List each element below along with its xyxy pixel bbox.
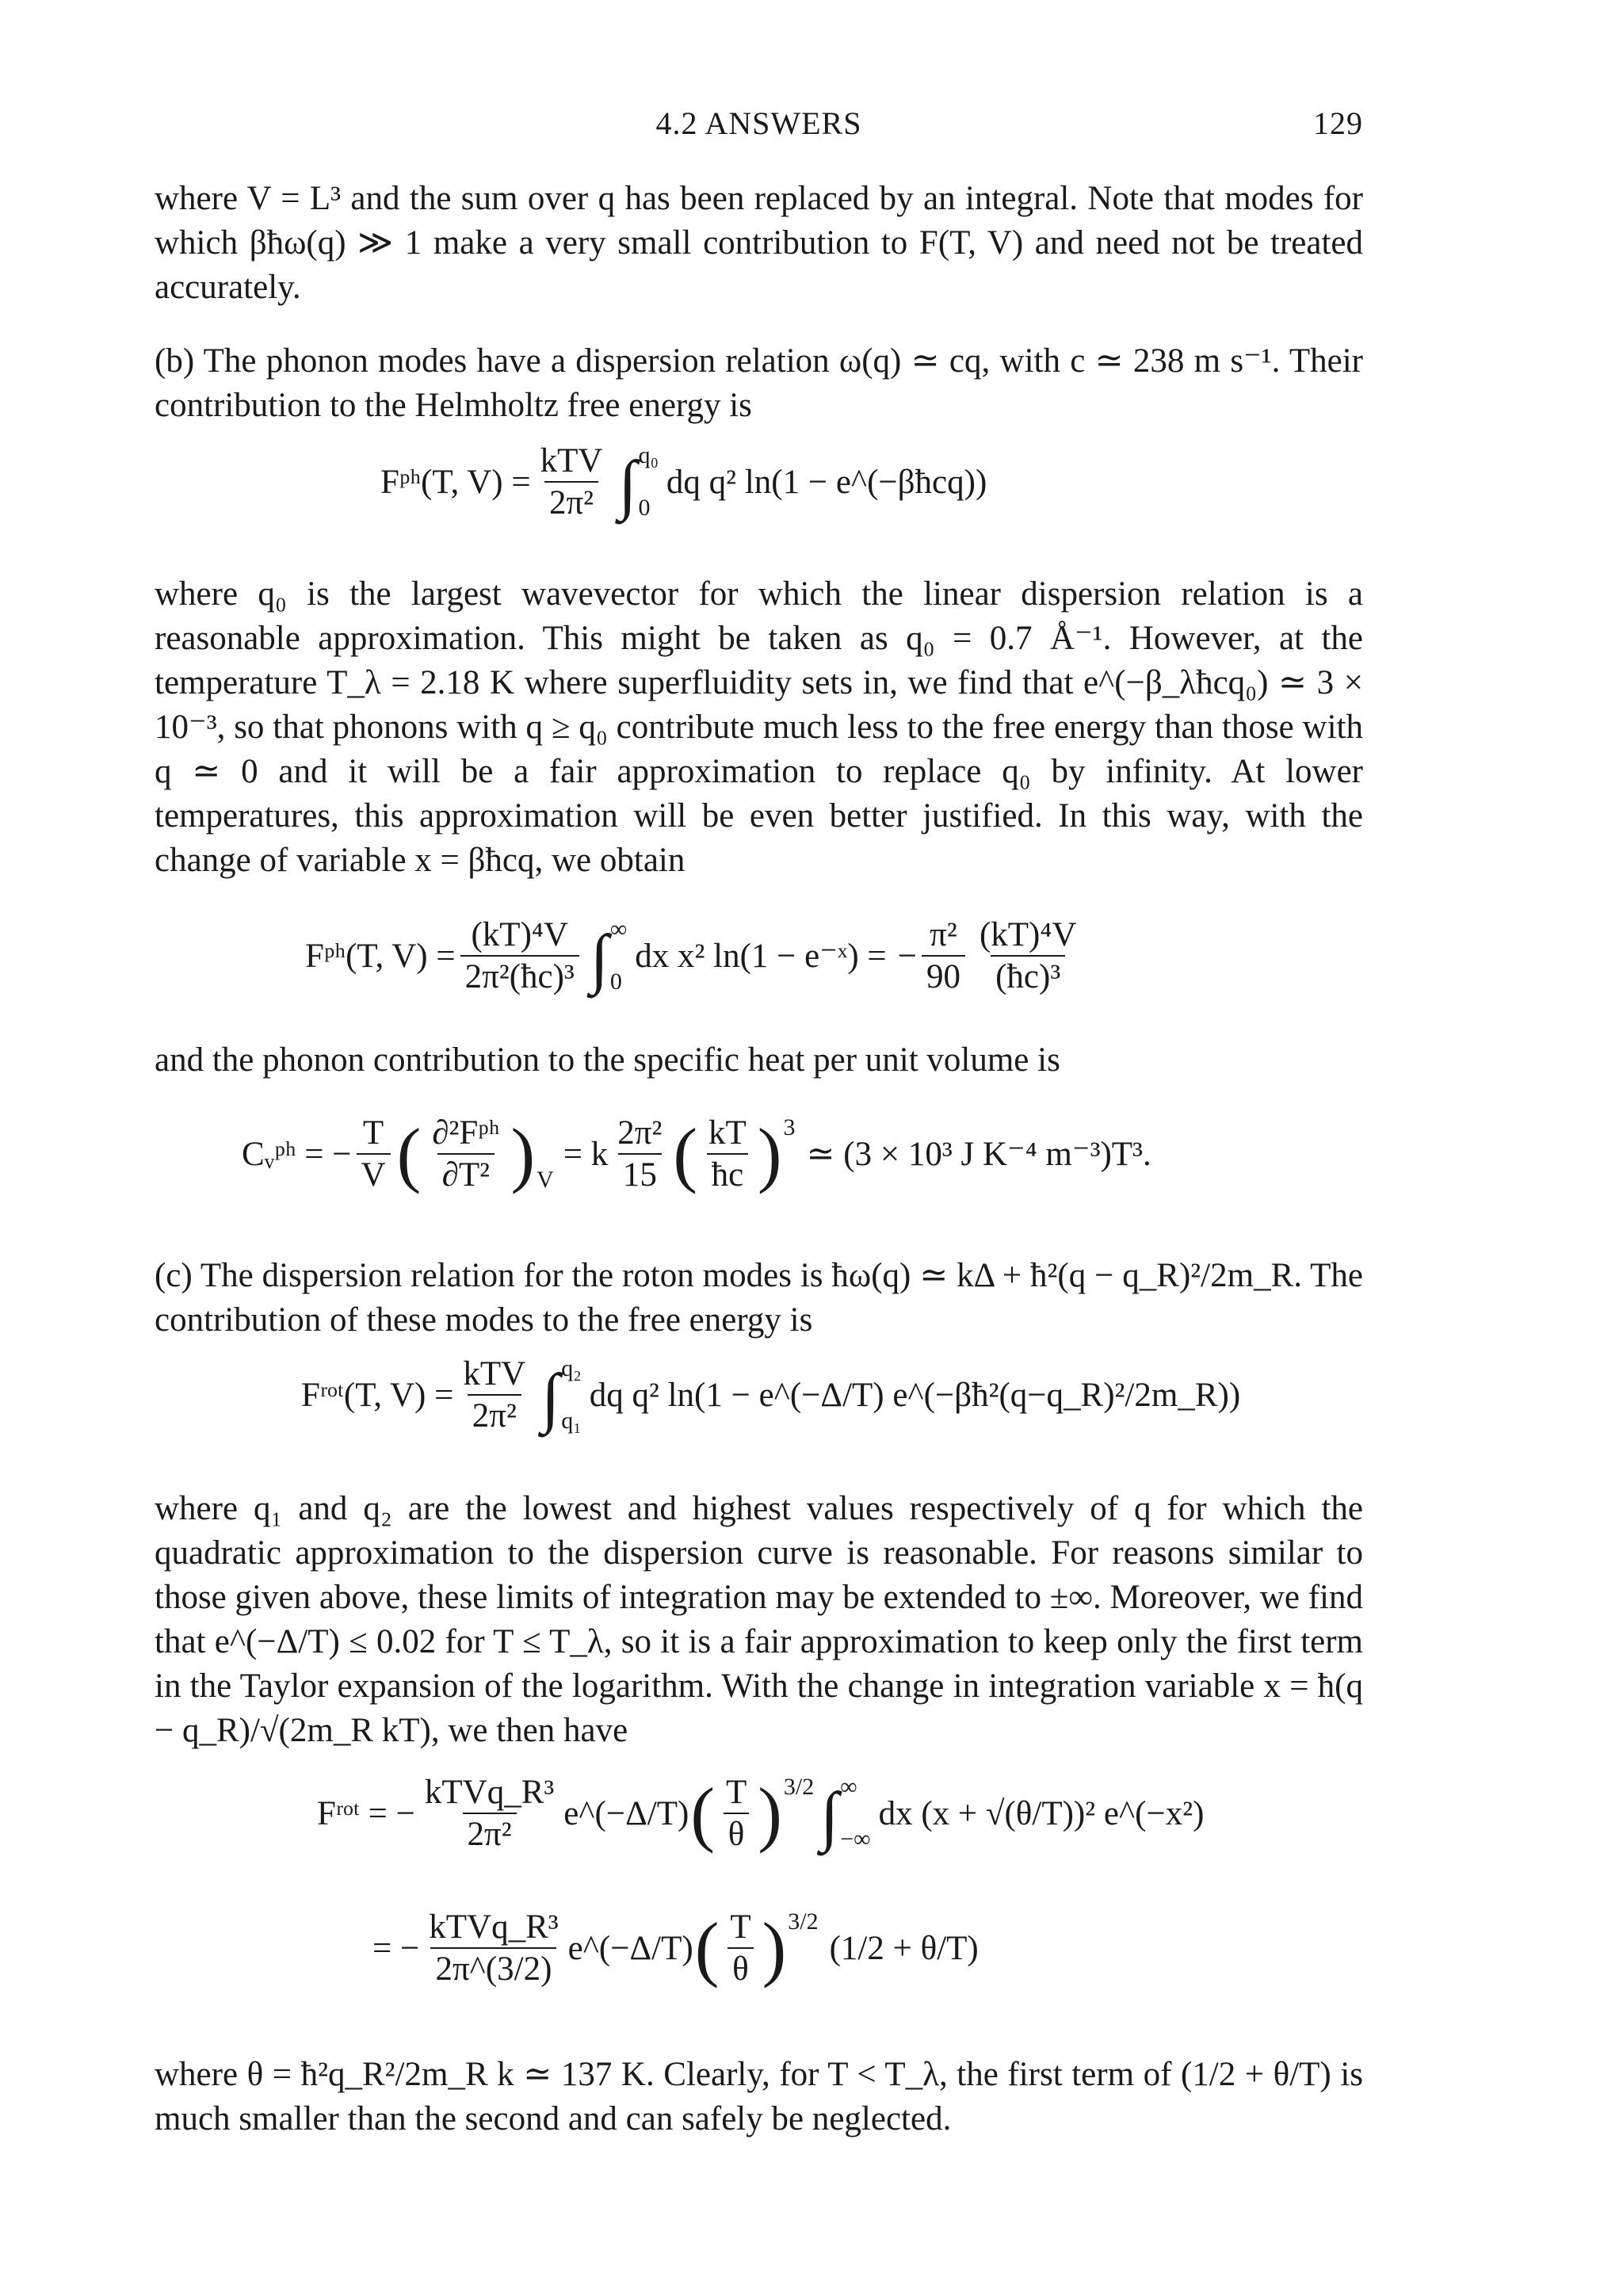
eq6-paren-fraction — [725, 1910, 755, 1986]
left-paren: ( — [690, 1773, 715, 1854]
eq3-num-2: ∂²Fᵖʰ — [432, 1114, 500, 1152]
section-title: 4.2 ANSWERS — [655, 105, 862, 141]
eq2-denominator: 2π²(ħc)³ — [460, 955, 579, 994]
eq6-power: 3/2 — [788, 1908, 819, 1935]
left-paren: ( — [673, 1114, 698, 1194]
eq1-limits — [638, 444, 658, 520]
eq6-exp-factor: e^(−Δ/T) — [567, 1929, 693, 1967]
paragraph-2-part-b: (b) The phonon modes have a dispersion relation ω(q) ≃ cq, with c ≃ 238 m s⁻¹. Their contribution to the Helmholtz free energy is — [155, 342, 1363, 424]
eq6-last-factor: (1/2 + θ/T) — [829, 1929, 979, 1967]
eq3-fraction-4 — [704, 1116, 751, 1192]
eq5-paren-den: θ — [724, 1813, 750, 1851]
integral-sign: ∫ — [590, 922, 609, 995]
right-paren: ) — [757, 1114, 782, 1194]
eq2-rhs-den-1: 90 — [922, 955, 965, 994]
integral-sign: ∫ — [618, 448, 637, 521]
equation-roton-free-energy — [301, 1357, 1240, 1433]
paragraph-1: where V = L³ and the sum over q has been replaced by an integral. Note that modes for which βħω(q) ≫ 1 make a very small contribution to F(T, V) and need not be treated accurately. — [155, 180, 1363, 306]
eq6-numerator: kTVq_R³ — [429, 1908, 559, 1946]
integral-sign: ∫ — [820, 1779, 839, 1853]
eq6-lhs: = − — [372, 1929, 420, 1967]
paragraph-5-part-c: (c) The dispersion relation for the roton modes is ħω(q) ≃ kΔ + ħ²(q − q_R)²/2m_R. The contribution of these modes to the free energy is — [155, 1257, 1363, 1339]
eq3-mid: = k — [563, 1135, 609, 1173]
eq4-integrand: dq q² ln(1 − e^(−Δ/T) e^(−βħ²(q−q_R)²/2m_R)) — [589, 1376, 1241, 1414]
eq5-fraction — [420, 1775, 559, 1851]
page-number: 129 — [1313, 105, 1363, 141]
left-paren: ( — [396, 1114, 422, 1194]
eq4-limits — [561, 1357, 581, 1433]
paragraph-4: and the phonon contribution to the specific heat per unit volume is — [155, 1041, 1060, 1079]
eq3-lhs: Cᵥᵖʰ = − — [242, 1135, 352, 1173]
eq2-rhs-den-2: (ħc)³ — [991, 955, 1065, 994]
eq5-lhs: Fʳᵒᵗ = − — [317, 1794, 415, 1832]
eq2-minus: − — [897, 937, 917, 975]
eq4-denominator: 2π² — [468, 1394, 521, 1433]
paragraph-6: where q₁ and q₂ are the lowest and highest values respectively of q for which the quadratic approximation to the dispersion curve is reasonable. For reasons similar to those given above, these limits of integration may be extended to ±∞. Moreover, we find that e^(−Δ/T) ≤ 0.02 for T ≤ T_λ, so it is a fair approximation to keep only the first term in the Taylor expansion of the logarithm. With the change in integration variable x = ħ(q − q_R)/√(2m_R kT), we then have — [155, 1490, 1363, 1749]
eq1-integrand: dq q² ln(1 − e^(−βħcq)) — [666, 463, 987, 501]
eq5-upper-limit: ∞ — [840, 1774, 857, 1800]
eq1-denominator: 2π² — [544, 481, 598, 520]
eq5-integrand: dx (x + √(θ/T))² e^(−x²) — [878, 1794, 1205, 1832]
eq5-exp-factor: e^(−Δ/T) — [563, 1794, 689, 1832]
equation-roton-gaussian-integral — [317, 1773, 1205, 1854]
eq2-lower-limit: 0 — [609, 968, 622, 995]
eq1-fraction — [536, 444, 608, 520]
eq6-denominator: 2π^(3/2) — [430, 1947, 556, 1986]
eq5-power: 3/2 — [783, 1774, 815, 1800]
eq2-fraction — [460, 918, 579, 994]
eq1-numerator: kTV — [540, 442, 603, 479]
running-header — [155, 105, 1363, 146]
right-paren: ) — [762, 1908, 787, 1988]
paragraph-3: where q₀ is the largest wavevector for which the linear dispersion relation is a reasonable approximation. This might be taken as q₀ = 0.7 Å⁻¹. However, at the temperature T_λ = 2.18 K where superfluidity sets in, we find that e^(−β_λħcq₀) ≃ 3 × 10⁻³, so that phonons with q ≥ q₀ contribute much less to the free energy than those with q ≃ 0 and it will be a fair approximation to replace q₀ by infinity. At lower temperatures, this approximation will be even better justified. In this way, with the change of variable x = βħcq, we obtain — [155, 575, 1363, 879]
eq3-fraction-2 — [427, 1116, 504, 1192]
eq6-paren-num: T — [730, 1908, 751, 1946]
left-paren: ( — [694, 1908, 720, 1988]
eq3-den-4: ħc — [707, 1153, 749, 1192]
eq3-den-2: ∂T² — [437, 1153, 495, 1192]
eq3-rhs: ≃ (3 × 10³ J K⁻⁴ m⁻³)T³. — [806, 1135, 1151, 1173]
eq3-fraction-3 — [613, 1116, 666, 1192]
eq5-lower-limit: −∞ — [840, 1826, 871, 1852]
eq2-upper-limit: ∞ — [609, 916, 628, 942]
eq4-lhs: Fʳᵒᵗ(T, V) = — [301, 1376, 454, 1414]
eq1-upper-limit: q₀ — [638, 442, 659, 468]
paragraph-7: where θ = ħ²q_R²/2m_R k ≃ 137 K. Clearly, for T < T_λ, the first term of (1/2 + θ/T) is much smaller than the second and can safely be neglected. — [155, 2056, 1363, 2137]
integral-sign: ∫ — [541, 1361, 560, 1435]
right-paren: ) — [758, 1773, 782, 1854]
eq5-denominator: 2π² — [463, 1813, 517, 1851]
eq1-lower-limit: 0 — [638, 495, 651, 521]
eq2-rhs-fraction-1 — [922, 918, 965, 994]
eq3-power: 3 — [783, 1114, 796, 1140]
eq5-numerator: kTVq_R³ — [424, 1774, 555, 1811]
eq3-den-1: V — [357, 1153, 391, 1192]
eq2-rhs-fraction-2 — [975, 918, 1081, 994]
eq4-numerator: kTV — [463, 1355, 526, 1392]
eq3-subscript: V — [537, 1167, 554, 1193]
eq4-upper-limit: q₂ — [561, 1355, 582, 1381]
eq5-limits — [840, 1775, 870, 1851]
eq2-numerator: (kT)⁴V — [471, 916, 568, 953]
eq2-lhs: Fᵖʰ(T, V) = — [305, 937, 456, 975]
equation-phonon-free-energy — [380, 444, 987, 520]
eq2-rhs-num-2: (kT)⁴V — [979, 916, 1077, 953]
eq2-rhs-num-1: π² — [930, 916, 957, 953]
eq2-integrand: dx x² ln(1 − e⁻ˣ) = — [635, 937, 887, 975]
eq3-num-4: kT — [708, 1114, 747, 1152]
eq2-limits — [610, 918, 627, 994]
eq3-num-3: 2π² — [617, 1114, 663, 1152]
equation-phonon-free-energy-result — [305, 918, 1086, 994]
eq3-fraction-1 — [357, 1116, 391, 1192]
eq3-den-3: 15 — [618, 1153, 662, 1192]
equation-specific-heat — [242, 1116, 1151, 1192]
eq3-num-1: T — [362, 1114, 384, 1152]
eq5-paren-fraction — [721, 1775, 751, 1851]
eq1-lhs: Fᵖʰ(T, V) = — [380, 463, 531, 501]
equation-roton-result — [372, 1910, 979, 1986]
eq5-paren-num: T — [725, 1774, 747, 1811]
eq6-fraction — [424, 1910, 563, 1986]
eq6-paren-den: θ — [727, 1947, 754, 1986]
eq4-fraction — [458, 1357, 530, 1433]
eq4-lower-limit: q₁ — [561, 1408, 582, 1434]
right-paren: ) — [510, 1114, 536, 1194]
